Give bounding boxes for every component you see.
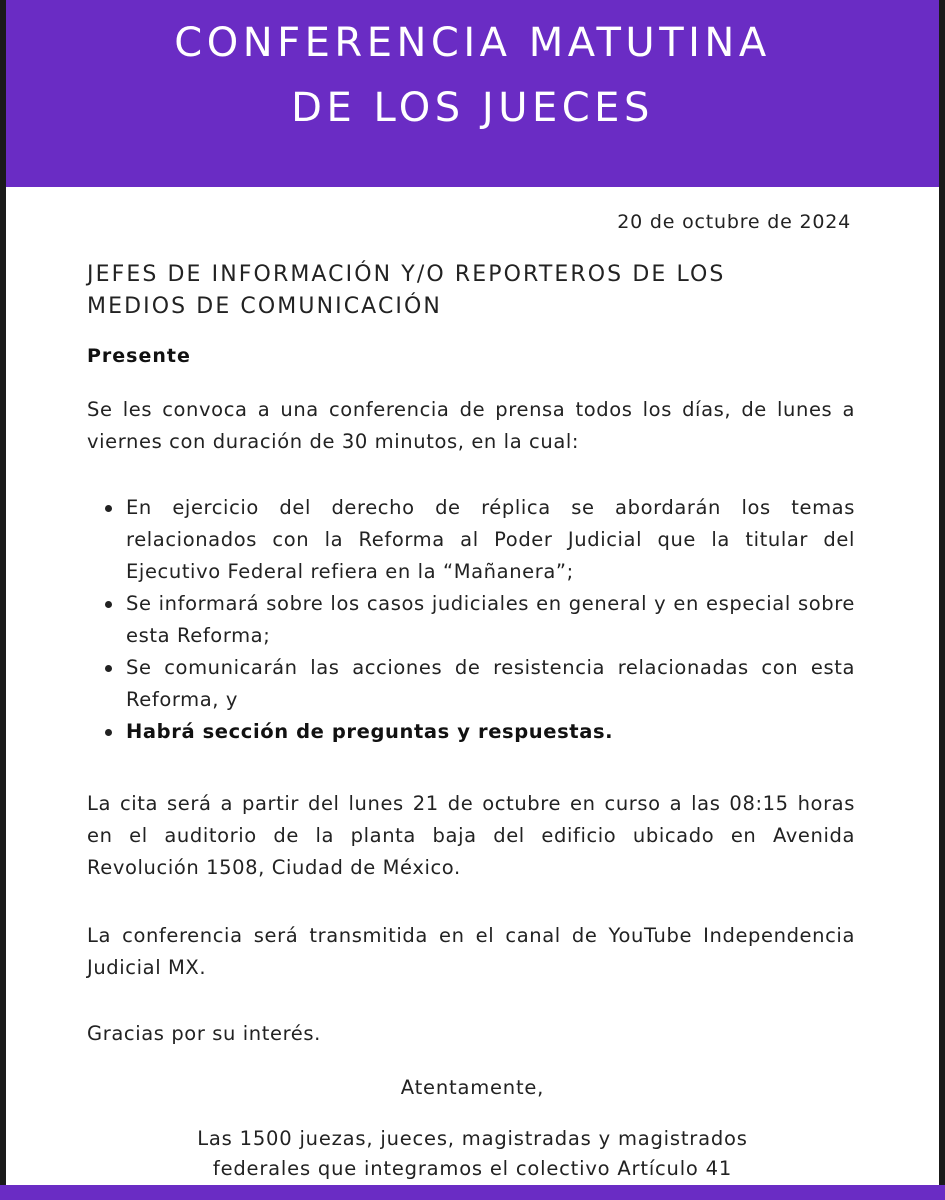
list-item [87, 652, 855, 716]
list-item-text: En ejercicio del derecho de réplica se abordarán los temas relacionados con la Reforma al Poder Judicial que la titular del Ejecutivo Federal refiera en la “Mañanera”; [126, 496, 855, 583]
header-title-line-1: CONFERENCIA MATUTINA [174, 20, 771, 66]
list-item-text: Habrá sección de preguntas y respuestas. [126, 720, 614, 743]
broadcast-paragraph: La conferencia será transmitida en el canal de YouTube Independencia Judicial MX. [87, 924, 855, 979]
closing-salutation: Atentamente, [400, 1076, 545, 1099]
recipients-line-2: MEDIOS DE COMUNICACIÓN [87, 294, 442, 319]
list-item [87, 588, 855, 652]
list-item-text: Se informará sobre los casos judiciales en general y en especial sobre esta Reforma; [126, 592, 855, 647]
header-banner [0, 0, 945, 187]
letter-date: 20 de octubre de 2024 [617, 211, 851, 233]
recipients-heading [87, 259, 857, 323]
bullet-dot-icon [105, 665, 112, 672]
intro-paragraph: Se les convoca a una conferencia de prensa todos los días, de lunes a viernes con duración de 30 minutos, en la cual: [87, 398, 855, 453]
signature-block [0, 1124, 945, 1184]
list-item [87, 716, 855, 748]
greeting: Presente [87, 345, 191, 367]
list-item-text: Se comunicarán las acciones de resistencia relacionadas con esta Reforma, y [126, 656, 855, 711]
bullet-dot-icon [105, 729, 112, 736]
recipients-line-1: JEFES DE INFORMACIÓN Y/O REPORTEROS DE LOS [87, 262, 726, 287]
bullet-dot-icon [105, 601, 112, 608]
thanks-paragraph: Gracias por su interés. [87, 1022, 321, 1045]
header-title-line-2: DE LOS JUECES [291, 85, 654, 131]
list-item [87, 492, 855, 588]
agenda-list [87, 492, 855, 748]
bullet-dot-icon [105, 505, 112, 512]
signature-line-1: Las 1500 juezas, jueces, magistradas y magistrados [197, 1127, 748, 1150]
schedule-paragraph: La cita será a partir del lunes 21 de octubre en curso a las 08:15 horas en el auditorio de la planta baja del edificio ubicado en Avenida Revolución 1508, Ciudad de México. [87, 792, 855, 879]
footer-bar [0, 1185, 945, 1200]
signature-line-2: federales que integramos el colectivo Artículo 41 [212, 1157, 733, 1180]
